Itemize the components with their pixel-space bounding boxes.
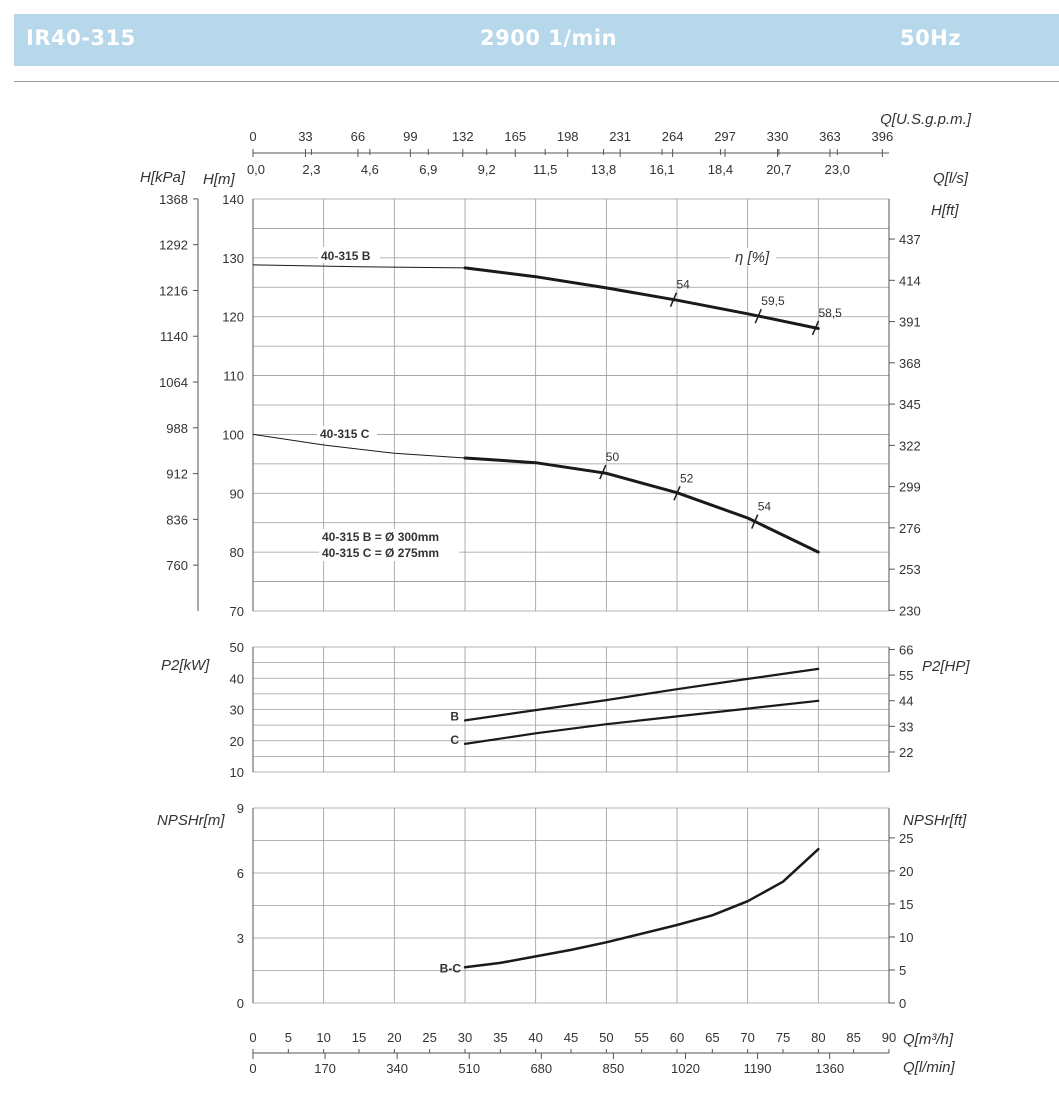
speed-title: 2900 1/min bbox=[480, 26, 618, 50]
head-kpa-tick-label: 1368 bbox=[159, 191, 188, 207]
head-kpa-tick-label: 1140 bbox=[160, 329, 188, 345]
usgpm-tick-label: 0 bbox=[249, 129, 257, 144]
power-curve-B bbox=[465, 669, 818, 721]
diameter-note-B: 40-315 B = Ø 300mm bbox=[322, 530, 440, 544]
npsh-m-tick-label: 3 bbox=[236, 931, 244, 946]
ls-axis-label: Q[l/s] bbox=[932, 170, 968, 187]
head-ft-tick-label: 414 bbox=[899, 273, 921, 289]
m3h-tick-label: 65 bbox=[705, 1030, 720, 1045]
head-m-tick-label: 140 bbox=[222, 192, 244, 207]
usgpm-tick-label: 297 bbox=[714, 129, 736, 144]
power-kw-tick-label: 50 bbox=[229, 640, 244, 655]
efficiency-mark-label: 54 bbox=[757, 499, 772, 514]
m3h-tick-label: 0 bbox=[249, 1030, 257, 1045]
m3h-tick-label: 90 bbox=[881, 1030, 897, 1045]
npsh-m-tick-label: 9 bbox=[236, 801, 244, 816]
head-m-tick-label: 80 bbox=[229, 545, 244, 561]
usgpm-tick-label: 66 bbox=[350, 129, 366, 144]
power-kw-tick-label: 30 bbox=[229, 702, 244, 718]
head-kpa-tick-label: 988 bbox=[166, 420, 188, 436]
head-m-tick-label: 70 bbox=[229, 604, 244, 619]
power-hp-axis-label: P2[HP] bbox=[922, 658, 970, 675]
head-m-tick-label: 120 bbox=[222, 309, 244, 325]
usgpm-tick-label: 132 bbox=[451, 129, 474, 144]
lmin-tick-label: 1360 bbox=[815, 1061, 845, 1076]
m3h-tick-label: 85 bbox=[846, 1030, 861, 1045]
ls-tick-label: 23,0 bbox=[824, 162, 850, 177]
efficiency-mark-label: 52 bbox=[680, 471, 694, 486]
power-kw-axis-label: P2[kW] bbox=[161, 657, 210, 674]
npsh-label-B-C: B-C bbox=[439, 961, 461, 976]
head-ft-tick-label: 276 bbox=[899, 520, 921, 536]
power-label-B: B bbox=[450, 709, 459, 724]
head-ft-tick-label: 391 bbox=[899, 314, 921, 330]
head-label-C: 40-315 C bbox=[320, 427, 370, 441]
head-kpa-tick-label: 1216 bbox=[159, 283, 188, 299]
m3h-tick-label: 35 bbox=[493, 1030, 508, 1045]
efficiency-mark-label: 54 bbox=[676, 277, 690, 292]
ls-tick-label: 16,1 bbox=[649, 162, 675, 177]
head-kpa-tick-label: 1064 bbox=[159, 375, 188, 391]
npsh-ft-axis-label: NPSHr[ft] bbox=[903, 812, 967, 829]
head-m-tick-label: 100 bbox=[222, 427, 244, 443]
npsh-ft-tick-label: 0 bbox=[899, 996, 907, 1011]
efficiency-axis-label: η [%] bbox=[735, 249, 770, 266]
head-m-axis-label: H[m] bbox=[203, 171, 235, 188]
head-ft-axis-label: H[ft] bbox=[931, 202, 959, 219]
head-ft-tick-label: 437 bbox=[899, 232, 921, 248]
head-m-tick-label: 130 bbox=[222, 250, 244, 266]
power-kw-tick-label: 10 bbox=[229, 765, 244, 780]
power-hp-tick-label: 33 bbox=[899, 719, 914, 735]
npsh-m-tick-label: 6 bbox=[236, 866, 244, 881]
head-m-tick-label: 90 bbox=[229, 486, 244, 502]
npsh-m-axis-label: NPSHr[m] bbox=[157, 812, 225, 829]
npsh-ft-tick-label: 20 bbox=[899, 863, 914, 879]
ls-tick-label: 9,2 bbox=[477, 162, 496, 177]
ls-tick-label: 6,9 bbox=[419, 162, 438, 177]
efficiency-mark-label: 50 bbox=[605, 450, 620, 465]
m3h-tick-label: 10 bbox=[316, 1030, 331, 1045]
lmin-axis-label: Q[l/min] bbox=[903, 1059, 955, 1076]
m3h-tick-label: 45 bbox=[563, 1030, 579, 1045]
lmin-tick-label: 510 bbox=[458, 1061, 481, 1076]
ls-tick-label: 2,3 bbox=[302, 162, 321, 177]
lmin-tick-label: 0 bbox=[249, 1061, 257, 1076]
head-ft-tick-label: 299 bbox=[899, 479, 921, 495]
head-ft-tick-label: 230 bbox=[899, 603, 921, 619]
usgpm-tick-label: 264 bbox=[661, 129, 684, 144]
ls-tick-label: 13,8 bbox=[590, 162, 617, 177]
diameter-note-C: 40-315 C = Ø 275mm bbox=[322, 546, 440, 560]
npsh-ft-tick-label: 10 bbox=[899, 929, 914, 945]
npsh-ft-tick-label: 5 bbox=[899, 962, 907, 978]
m3h-tick-label: 5 bbox=[284, 1030, 292, 1045]
frequency-title: 50Hz bbox=[900, 26, 962, 50]
power-hp-tick-label: 55 bbox=[899, 668, 914, 684]
head-kpa-tick-label: 1292 bbox=[159, 237, 188, 253]
usgpm-tick-label: 231 bbox=[609, 129, 632, 144]
ls-tick-label: 0,0 bbox=[246, 162, 266, 177]
head-kpa-axis-label: H[kPa] bbox=[140, 169, 186, 186]
efficiency-mark-label: 58,5 bbox=[818, 305, 842, 320]
ls-tick-label: 18,4 bbox=[707, 162, 734, 177]
power-hp-tick-label: 66 bbox=[899, 642, 914, 658]
npsh-m-tick-label: 0 bbox=[236, 996, 244, 1011]
ls-tick-label: 20,7 bbox=[766, 162, 792, 177]
power-kw-tick-label: 20 bbox=[229, 733, 244, 749]
power-hp-tick-label: 22 bbox=[899, 744, 914, 760]
lmin-tick-label: 850 bbox=[602, 1061, 625, 1076]
m3h-axis-label: Q[m³/h] bbox=[903, 1031, 954, 1048]
usgpm-tick-label: 198 bbox=[556, 129, 579, 144]
lmin-tick-label: 1190 bbox=[743, 1061, 772, 1076]
head-ft-tick-label: 322 bbox=[899, 438, 921, 454]
m3h-tick-label: 80 bbox=[811, 1030, 826, 1045]
model-title: IR40-315 bbox=[26, 26, 136, 50]
head-ft-tick-label: 253 bbox=[899, 562, 921, 578]
head-m-tick-label: 110 bbox=[223, 368, 244, 384]
head-curve-B-thin bbox=[253, 265, 465, 268]
m3h-tick-label: 30 bbox=[457, 1030, 473, 1045]
head-label-B: 40-315 B bbox=[321, 249, 371, 263]
usgpm-axis-label: Q[U.S.g.p.m.] bbox=[880, 111, 971, 128]
m3h-tick-label: 50 bbox=[599, 1030, 614, 1045]
usgpm-tick-label: 396 bbox=[871, 129, 894, 144]
lmin-tick-label: 340 bbox=[386, 1061, 409, 1076]
power-kw-tick-label: 40 bbox=[229, 671, 244, 687]
usgpm-tick-label: 363 bbox=[819, 129, 841, 144]
usgpm-tick-label: 33 bbox=[298, 129, 313, 144]
m3h-tick-label: 70 bbox=[740, 1030, 755, 1045]
m3h-tick-label: 20 bbox=[387, 1030, 402, 1045]
head-kpa-tick-label: 912 bbox=[166, 466, 188, 482]
lmin-tick-label: 1020 bbox=[671, 1061, 700, 1076]
usgpm-tick-label: 99 bbox=[403, 129, 418, 144]
m3h-tick-label: 55 bbox=[634, 1030, 649, 1045]
ls-tick-label: 11,5 bbox=[532, 162, 558, 177]
m3h-tick-label: 40 bbox=[528, 1030, 543, 1045]
m3h-tick-label: 60 bbox=[669, 1030, 685, 1045]
m3h-tick-label: 15 bbox=[351, 1030, 367, 1045]
npsh-ft-tick-label: 15 bbox=[899, 896, 914, 912]
head-ft-tick-label: 345 bbox=[899, 397, 921, 413]
head-kpa-tick-label: 760 bbox=[166, 558, 188, 574]
usgpm-tick-label: 165 bbox=[504, 129, 527, 144]
m3h-tick-label: 25 bbox=[422, 1030, 437, 1045]
head-ft-tick-label: 368 bbox=[899, 355, 921, 371]
usgpm-tick-label: 330 bbox=[766, 129, 789, 144]
power-curve-C bbox=[465, 701, 818, 744]
lmin-tick-label: 680 bbox=[530, 1061, 553, 1076]
power-label-C: C bbox=[450, 732, 459, 747]
lmin-tick-label: 170 bbox=[314, 1061, 336, 1076]
npsh-ft-tick-label: 25 bbox=[899, 830, 914, 846]
power-hp-tick-label: 44 bbox=[899, 693, 914, 709]
ls-tick-label: 4,6 bbox=[360, 162, 379, 177]
efficiency-mark-label: 59,5 bbox=[761, 294, 785, 309]
npsh-curve-B-C bbox=[465, 849, 818, 967]
m3h-tick-label: 75 bbox=[775, 1030, 791, 1045]
head-kpa-tick-label: 836 bbox=[166, 512, 188, 528]
